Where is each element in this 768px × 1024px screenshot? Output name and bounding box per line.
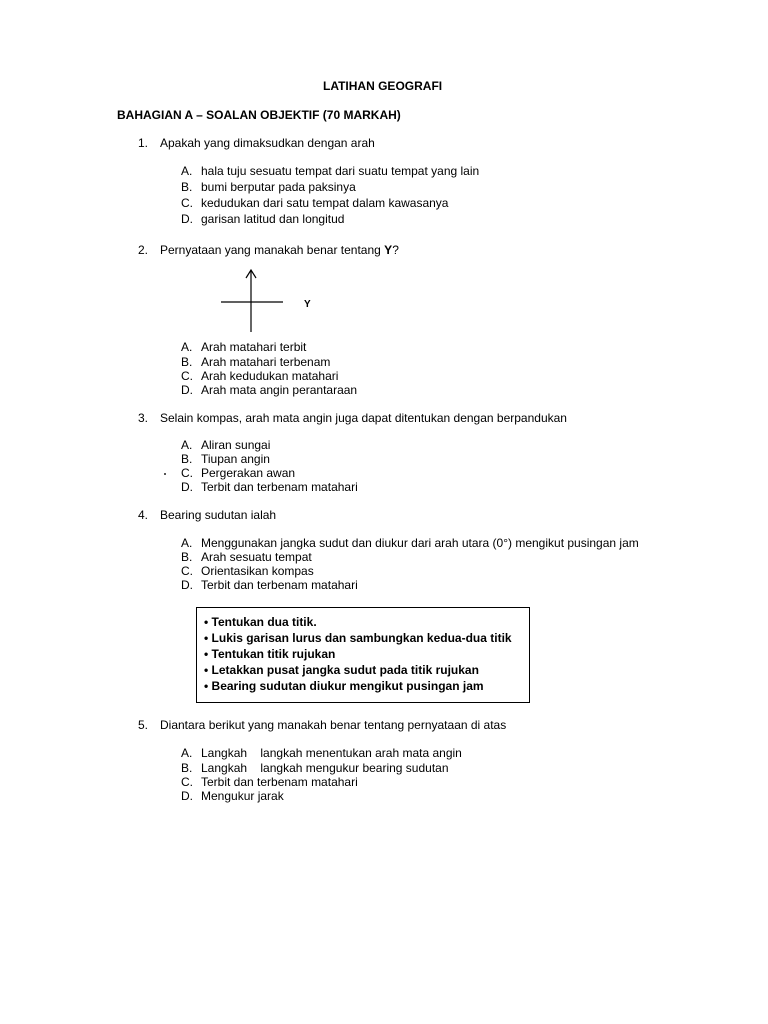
q1-option-b	[181, 180, 356, 194]
q1-option-c	[181, 196, 448, 210]
option-letter: B.	[181, 761, 193, 775]
option-text: Arah matahari terbenam	[201, 355, 331, 369]
option-letter: B.	[181, 355, 193, 369]
question-text-end: ?	[392, 243, 399, 257]
q2-option-d	[181, 383, 357, 397]
option-text: Mengukur jarak	[201, 789, 284, 803]
option-letter: D.	[181, 383, 193, 397]
option-text: hala tuju sesuatu tempat dari suatu tempat yang lain	[201, 164, 480, 178]
option-letter: A.	[181, 438, 193, 452]
q3-option-d	[181, 480, 358, 494]
info-box-line: • Bearing sudutan diukur mengikut pusingan jam	[204, 679, 484, 693]
option-letter: A.	[181, 536, 193, 550]
q2-option-a	[181, 340, 306, 354]
option-text: bumi berputar pada paksinya	[201, 180, 356, 194]
q1-option-d	[181, 212, 344, 226]
option-text: garisan latitud dan longitud	[201, 212, 345, 226]
question-text: Pernyataan yang manakah benar tentang	[160, 243, 385, 257]
q4-option-d	[181, 578, 358, 592]
direction-cross-diagram	[215, 266, 335, 336]
option-text: Orientasikan kompas	[201, 564, 314, 578]
question-text: Apakah yang dimaksudkan dengan arah	[160, 136, 375, 150]
question-number: 5.	[138, 718, 149, 732]
q5-option-c	[181, 775, 358, 789]
question-1	[138, 136, 375, 150]
section-heading: BAHAGIAN A – SOALAN OBJEKTIF (70 MARKAH)	[117, 108, 401, 122]
info-box-line: • Letakkan pusat jangka sudut pada titik rujukan	[204, 663, 479, 677]
question-text-bold: Y	[384, 243, 393, 257]
option-letter: C.	[181, 369, 193, 383]
question-number: 3.	[138, 411, 149, 425]
question-2	[138, 243, 399, 257]
option-text: Pergerakan awan	[201, 466, 296, 480]
option-letter: B.	[181, 180, 193, 194]
option-letter: D.	[181, 480, 193, 494]
q3-option-a	[181, 438, 270, 452]
question-3	[138, 411, 567, 425]
question-text: Diantara berikut yang manakah benar tentang pernyataan di atas	[160, 718, 507, 732]
q4-option-b	[181, 550, 312, 564]
steps-info-box	[196, 607, 530, 703]
option-text: Arah matahari terbit	[201, 340, 307, 354]
option-text: Tiupan angin	[201, 452, 270, 466]
option-letter: A.	[181, 746, 193, 760]
option-letter: B.	[181, 452, 193, 466]
option-letter: D.	[181, 578, 193, 592]
option-letter: B.	[181, 550, 193, 564]
question-4	[138, 508, 276, 522]
option-text: Langkah langkah menentukan arah mata angin	[201, 746, 462, 760]
option-text: Aliran sungai	[201, 438, 271, 452]
option-text: Arah sesuatu tempat	[201, 550, 312, 564]
q4-option-a	[181, 536, 639, 550]
option-text: Arah mata angin perantaraan	[201, 383, 358, 397]
question-5	[138, 718, 506, 732]
option-letter: A.	[181, 164, 193, 178]
option-letter: A.	[181, 340, 193, 354]
document-title: LATIHAN GEOGRAFI	[323, 79, 443, 93]
question-text: Selain kompas, arah mata angin juga dapat ditentukan dengan berpandukan	[160, 411, 567, 425]
option-text: Arah kedudukan matahari	[201, 369, 339, 383]
option-letter: C.	[181, 564, 193, 578]
q3-option-b	[181, 452, 270, 466]
option-text: Terbit dan terbenam matahari	[201, 578, 358, 592]
question-number: 1.	[138, 136, 149, 150]
option-letter: D.	[181, 212, 193, 226]
option-text: Terbit dan terbenam matahari	[201, 480, 358, 494]
option-text: kedudukan dari satu tempat dalam kawasanya	[201, 196, 449, 210]
q5-option-a	[181, 746, 462, 760]
q5-option-b	[181, 761, 449, 775]
q4-option-c	[181, 564, 314, 578]
q1-option-a	[181, 164, 479, 178]
question-number: 4.	[138, 508, 149, 522]
info-box-line: • Tentukan dua titik.	[204, 615, 317, 629]
info-box-line: • Tentukan titik rujukan	[204, 647, 336, 661]
info-box-line: • Lukis garisan lurus dan sambungkan kedua-dua titik	[204, 631, 512, 645]
q2-option-c	[181, 369, 338, 383]
q5-option-d	[181, 789, 284, 803]
question-number: 2.	[138, 243, 149, 257]
q3-option-c	[181, 466, 295, 480]
option-text: Menggunakan jangka sudut dan diukur dari arah utara (0°) mengikut pusingan jam	[201, 536, 639, 550]
question-text: Bearing sudutan ialah	[160, 508, 277, 522]
stray-dot	[164, 473, 166, 475]
q2-option-b	[181, 355, 330, 369]
option-text: Langkah langkah mengukur bearing sudutan	[201, 761, 449, 775]
option-letter: C.	[181, 775, 193, 789]
diagram-label-y: Y	[304, 299, 311, 310]
option-text: Terbit dan terbenam matahari	[201, 775, 358, 789]
option-letter: C.	[181, 196, 193, 210]
option-letter: C.	[181, 466, 193, 480]
option-letter: D.	[181, 789, 193, 803]
